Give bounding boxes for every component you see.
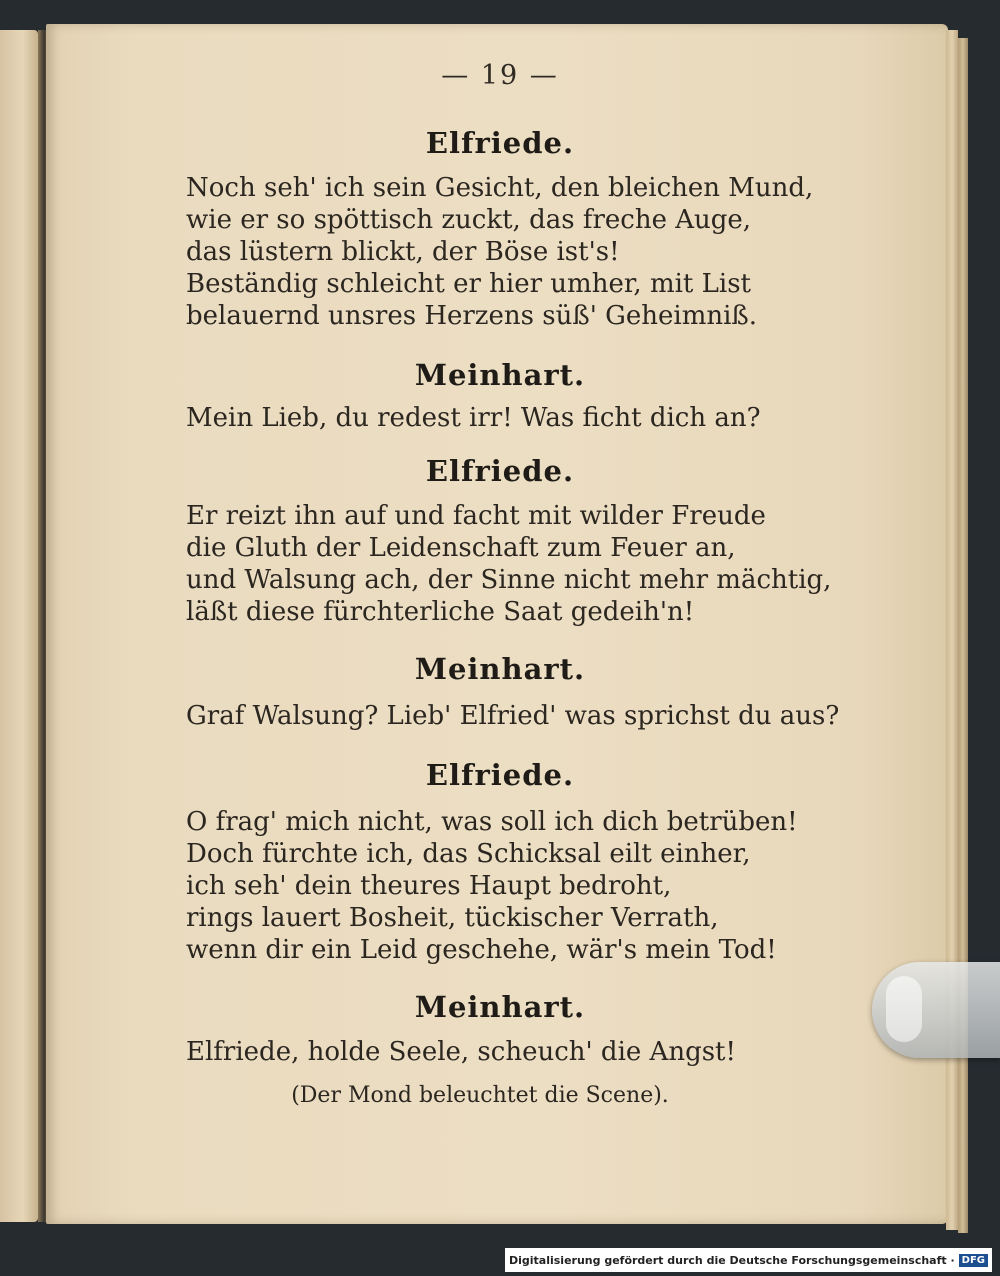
left-page-edge: [0, 30, 38, 1222]
verse-line: die Gluth der Leidenschaft zum Feuer an,: [186, 533, 736, 563]
speaker-heading: Meinhart.: [414, 990, 586, 1024]
dfg-logo: DFG: [959, 1254, 988, 1267]
verse-line: Doch fürchte ich, das Schicksal eilt einher,: [186, 839, 751, 869]
verse-line: und Walsung ach, der Sinne nicht mehr mächtig,: [186, 565, 832, 595]
speech-block: [186, 172, 813, 332]
verse-line: O frag' mich nicht, was soll ich dich betrüben!: [186, 807, 798, 837]
speaker-heading: Meinhart.: [414, 358, 586, 392]
stage-direction: (Der Mond beleuchtet die Scene).: [291, 1083, 669, 1108]
verse-line: Er reizt ihn auf und facht mit wilder Freude: [186, 501, 766, 531]
verse-line: wenn dir ein Leid geschehe, wär's mein Tod!: [186, 935, 777, 965]
speech-block: [186, 1036, 736, 1068]
verse-line: das lüstern blickt, der Böse ist's!: [186, 237, 620, 267]
verse-line: ich seh' dein theures Haupt bedroht,: [186, 871, 672, 901]
speech-block: [186, 500, 831, 628]
verse-line: belauernd unsres Herzens süß' Geheimniß.: [186, 301, 758, 331]
verse-line: Mein Lieb, du redest irr! Was ficht dich an?: [186, 403, 761, 433]
speech-block: [186, 806, 798, 966]
speaker-heading: Elfriede.: [425, 758, 575, 792]
verse-line: Elfriede, holde Seele, scheuch' die Angst!: [186, 1037, 736, 1067]
speaker-heading: Elfriede.: [425, 454, 575, 488]
footer-text: Digitalisierung gefördert durch die Deutsche Forschungsgemeinschaft ·: [508, 1253, 955, 1267]
verse-line: Noch seh' ich sein Gesicht, den bleichen Mund,: [186, 173, 814, 203]
clip-sheen: [886, 976, 922, 1042]
digitization-footer: [505, 1248, 992, 1272]
speaker-heading: Meinhart.: [414, 652, 586, 686]
page-clip: [872, 962, 1000, 1058]
verse-line: Graf Walsung? Lieb' Elfried' was sprichst du aus?: [186, 701, 840, 731]
speech-block: [186, 402, 761, 434]
verse-line: Beständig schleicht er hier umher, mit List: [186, 269, 751, 299]
verse-line: rings lauert Bosheit, tückischer Verrath,: [186, 903, 719, 933]
speech-block: [186, 700, 839, 732]
verse-line: wie er so spöttisch zuckt, das freche Auge,: [186, 205, 752, 235]
verse-line: läßt diese fürchterliche Saat gedeih'n!: [186, 597, 695, 627]
page-number: — 19 —: [441, 60, 559, 91]
speaker-heading: Elfriede.: [425, 126, 575, 160]
